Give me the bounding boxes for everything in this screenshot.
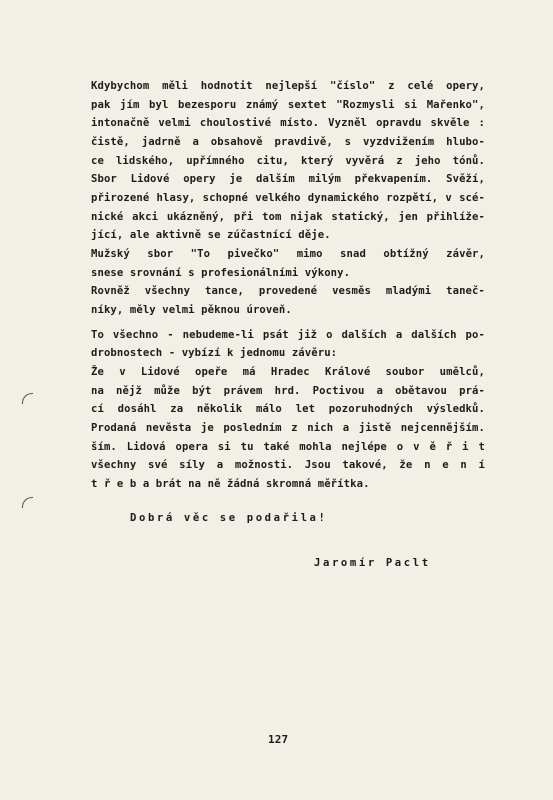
text-line: To všechno - nebudeme-li psát již o dalších a dalších po- — [91, 329, 485, 341]
closing-line: Dobrá věc se podařila! — [130, 512, 328, 524]
text-line: t ř e b a brát na ně žádná skromná měřítka. — [91, 478, 370, 490]
text-line: jící, ale aktivně se zúčastnící děje. — [91, 229, 331, 241]
text-line: cí dosáhl za několik málo let pozoruhodných výsledků. — [91, 403, 485, 415]
text-line: Sbor Lidové opery je dalším milým překvapením. Svěží, — [91, 173, 485, 185]
text-line: všechny své síly a možnosti. Jsou takové, že n e n í — [91, 459, 485, 471]
text-line: Že v Lidové opeře má Hradec Králové soubor umělců, — [91, 366, 485, 378]
binding-mark-icon — [22, 497, 33, 508]
binding-mark-icon — [22, 393, 33, 404]
page-number: 127 — [268, 733, 289, 746]
text-line: pak jím byl bezesporu známý sextet "Rozmysli si Mařenko", — [91, 99, 485, 111]
text-line: čistě, jadrně a obsahově pravdivě, s vyzdvižením hlubo- — [91, 136, 485, 148]
text-line: ce lidského, upřímného citu, který vyvěrá z jeho tónů. — [91, 155, 485, 167]
text-line: přirozené hlasy, schopné velkého dynamického rozpětí, v scé- — [91, 192, 485, 204]
text-line: snese srovnání s profesionálními výkony. — [91, 267, 351, 279]
text-line: Prodaná nevěsta je posledním z nich a jistě nejcennějším. — [91, 422, 485, 434]
author-signature: Jaromír Paclt — [314, 557, 431, 569]
text-line: Kdybychom měli hodnotit nejlepší "číslo" z celé opery, — [91, 80, 485, 92]
text-line: intonačně velmi choulostivé místo. Vyzněl opravdu skvěle : — [91, 117, 485, 129]
text-line: drobnostech - vybízí k jednomu závěru: — [91, 347, 338, 359]
text-line: na nějž může být právem hrd. Poctivou a obětavou prá- — [91, 385, 485, 397]
text-line: Rovněž všechny tance, provedené vesměs mladými taneč- — [91, 285, 485, 297]
text-line: níky, měly velmi pěknou úroveň. — [91, 304, 292, 316]
text-line: ším. Lidová opera si tu také mohla nejlépe o v ě ř i t — [91, 441, 485, 453]
text-line: Mužský sbor "To pivečko" mimo snad obtížný závěr, — [91, 248, 485, 260]
text-line: nické akci ukázněný, při tom nijak statický, jen přihlíže- — [91, 211, 485, 223]
